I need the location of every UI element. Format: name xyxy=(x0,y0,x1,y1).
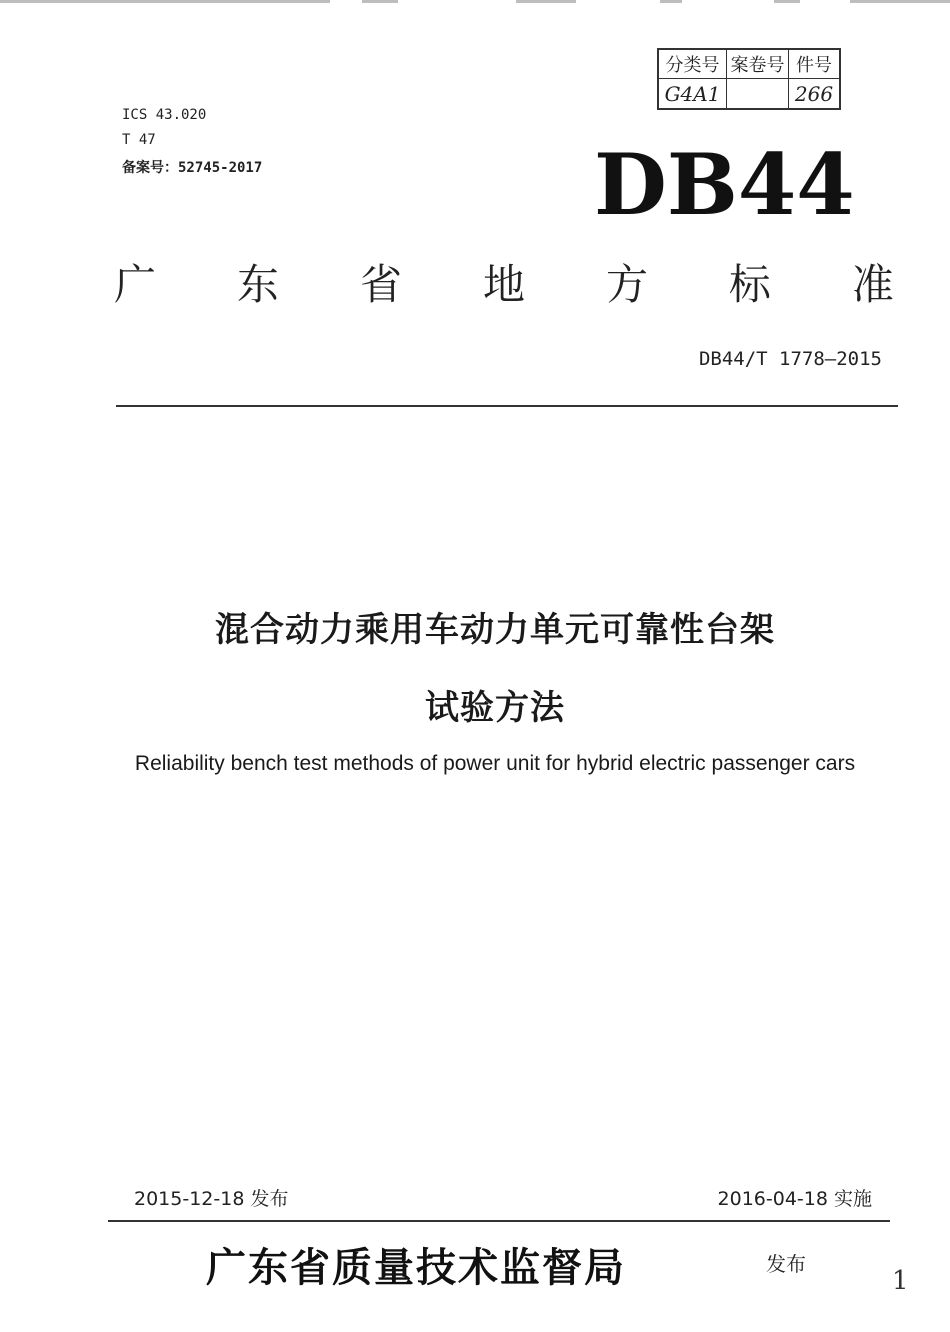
title-en: Reliability bench test methods of power unit for hybrid electric passenger cars xyxy=(134,752,856,775)
standard-type-char: 省 xyxy=(359,260,402,309)
title-zh-line2: 试验方法 xyxy=(425,688,565,728)
standard-type-char: 广 xyxy=(114,260,157,309)
class-value-item: 266 xyxy=(794,81,834,106)
implementation-date: 2016-04-18 实施 xyxy=(717,1188,872,1210)
ccs-code: T 47 xyxy=(122,132,156,148)
scan-artifact xyxy=(774,0,800,3)
divider-bottom xyxy=(108,1220,890,1222)
standard-code: DB44/T 1778—2015 xyxy=(698,348,882,370)
issuer-name: 广东省质量技术监督局 xyxy=(206,1244,626,1291)
standard-type-char: 东 xyxy=(236,260,279,309)
standard-type-char: 标 xyxy=(728,260,771,309)
class-header-item: 件号 xyxy=(789,50,839,79)
standard-type-char: 准 xyxy=(851,260,894,309)
class-header-file: 案卷号 xyxy=(727,50,789,79)
issue-date: 2015-12-18 发布 xyxy=(134,1188,289,1210)
scan-artifact xyxy=(362,0,398,3)
class-header-category: 分类号 xyxy=(659,50,727,79)
filing-number: 备案号：52745-2017 xyxy=(122,160,263,176)
ics-code: ICS 43.020 xyxy=(122,107,207,123)
scan-artifact xyxy=(0,0,330,3)
db44-logo: DB44 xyxy=(594,135,855,234)
standard-type-char: 地 xyxy=(482,260,525,309)
page-number: 1 xyxy=(892,1266,909,1296)
standard-type-heading xyxy=(114,252,894,312)
scan-artifact xyxy=(660,0,682,3)
issuer-label: 发布 xyxy=(766,1252,806,1276)
standard-type-char: 方 xyxy=(605,260,648,309)
divider-top xyxy=(116,405,898,407)
title-zh-line1: 混合动力乘用车动力单元可靠性台架 xyxy=(215,610,775,650)
classification-box xyxy=(657,48,841,110)
class-value-category: G4A1 xyxy=(659,79,727,108)
class-value-file xyxy=(727,79,789,108)
scan-artifact xyxy=(850,0,950,3)
scan-artifact xyxy=(516,0,576,3)
